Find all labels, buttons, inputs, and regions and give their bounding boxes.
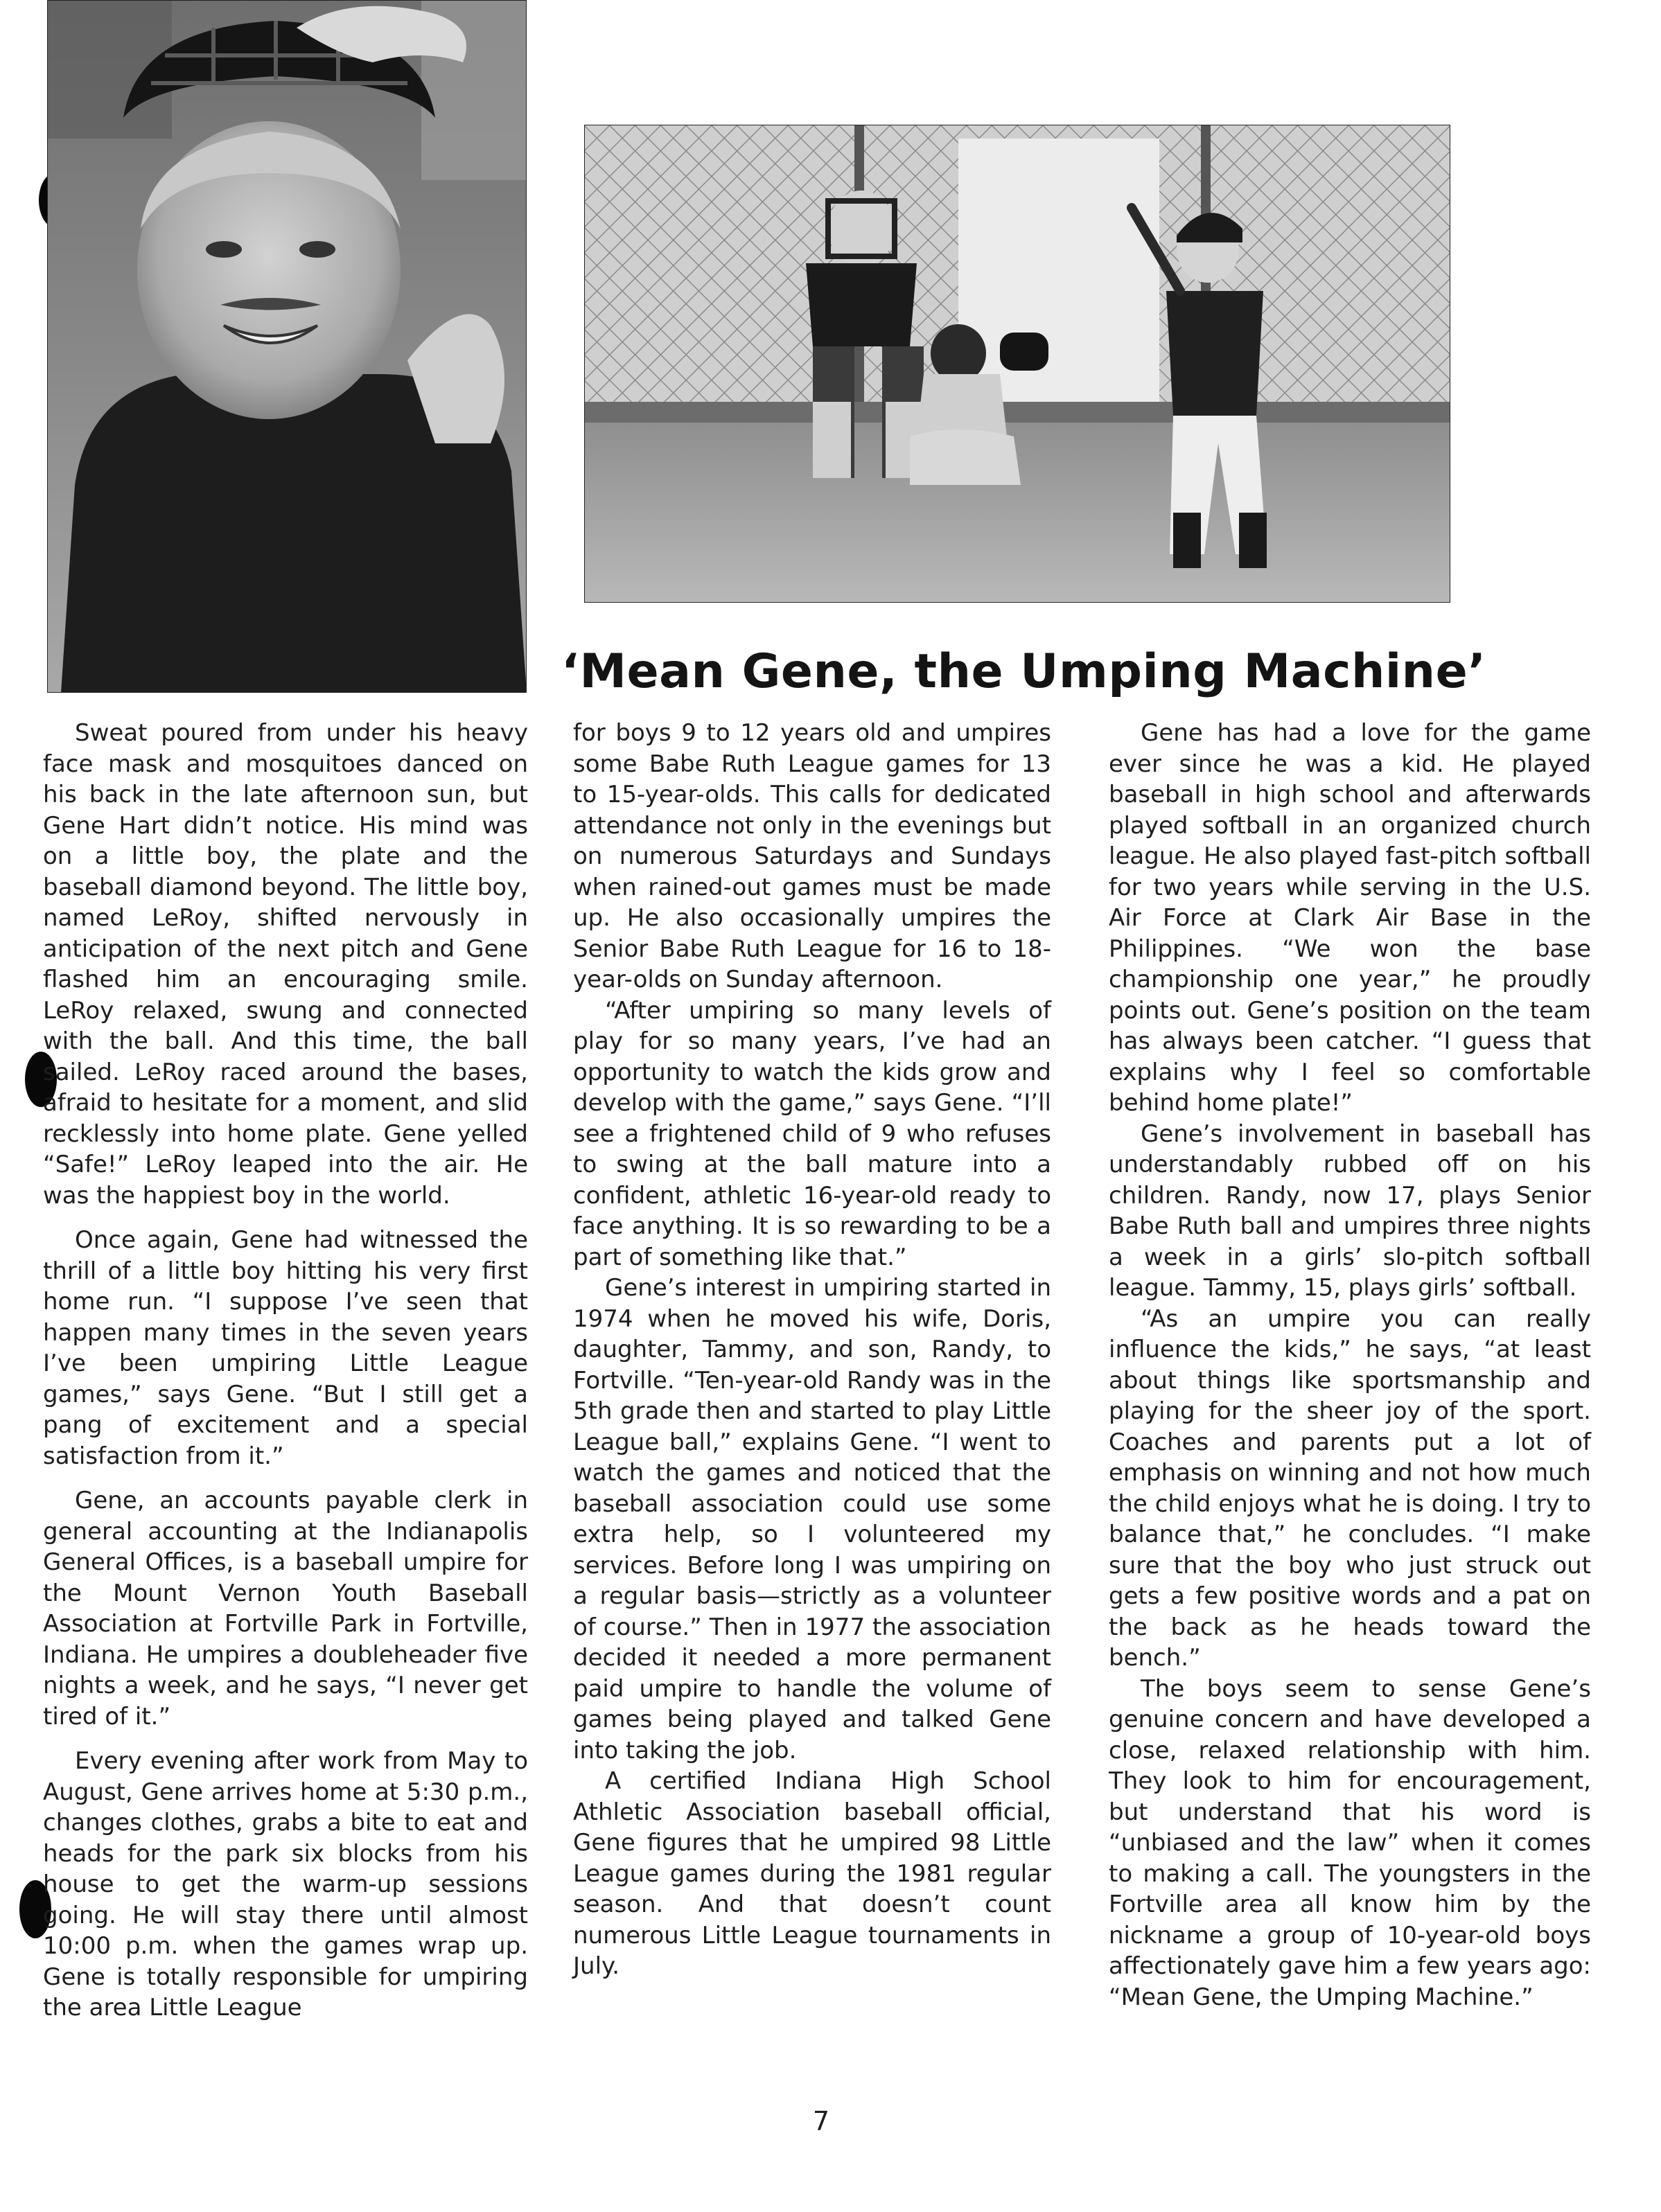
- paragraph: A certified Indiana High School Athletic Association baseball official, Gene figures that he umpired 98 Little League games during the 1981 regular season. And that doesn’t count numerous Little League tournaments in July.: [573, 1767, 1051, 1980]
- paragraph: “After umpiring so many levels of play for so many years, I’ve had an opportunity to watch the kids grow and develop with the game,” says Gene. “I’ll see a frightened child of 9 who refuses to swing at the ball mature into a confident, athletic 16-year-old ready to face anything. It is so rewarding to be a part of something like that.”: [573, 996, 1051, 1271]
- catcher-and-batter-photo: [584, 125, 1450, 603]
- paragraph: Gene’s interest in umpiring started in 1974 when he moved his wife, Doris, daughter, Tammy, and son, Randy, to Fortville. “Ten-year-old Randy was in the 5th grade then and started to play Little League ball,” explains Gene. “I went to watch the games and noticed that the baseball association could use some extra help, so I volunteered my services. Before long I was umpiring on a regular basis—strictly as a volunteer of course.” Then in 1977 the association decided it needed a more permanent paid umpire to handle the volume of games being played and talked Gene into taking the job.: [573, 1274, 1051, 1764]
- catcher-and-batter-illustration: [584, 125, 1450, 603]
- paragraph: “As an umpire you can really influence the kids,” he says, “at least about things like sportsmanship and playing for the sheer joy of the sport. Coaches and parents put a lot of emphasis on winning and not how much the child enjoys what he is doing. I try to balance that,” he concludes. “I make sure that the boy who just struck out gets a few positive words and a pat on the back as he heads toward the bench.”: [1109, 1304, 1591, 1672]
- paragraph: Once again, Gene had witnessed the thrill of a little boy hitting his very first home run. “I suppose I’ve seen that happen many times in the seven years I’ve been umpiring Little League games,” says Gene. “But I still get a pang of excitement and a special satisfaction from it.”: [43, 1226, 528, 1470]
- paragraph: Gene’s involvement in baseball has understandably rubbed off on his children. Randy, now 17, plays Senior Babe Ruth ball and umpires three nights a week in a girls’ slo-pitch softball league. Tammy, 15, plays girls’ softball.: [1109, 1120, 1591, 1302]
- article-column-2: [573, 718, 1051, 1982]
- umpire-portrait-illustration: [47, 0, 527, 693]
- paragraph: The boys seem to sense Gene’s genuine concern and have developed a close, relaxed relationship with him. They look to him for encouragement, but understand that his word is “unbiased and the law” when it comes to making a call. The youngsters in the Fortville area all know him by the nickname a group of 10-year-old boys affectionately gave him a few years ago: “Mean Gene, the Umping Machine.”: [1109, 1674, 1591, 2011]
- paragraph: Gene has had a love for the game ever since he was a kid. He played baseball in high school and afterwards played softball in an organized church league. He also played fast-pitch softball for two years while serving in the U.S. Air Force at Clark Air Base in the Philippines. “We won the base championship one year,” he proudly points out. Gene’s position on the team has always been catcher. “I guess that explains why I feel so comfortable behind home plate!”: [1109, 719, 1591, 1117]
- page-number: 7: [812, 2106, 830, 2136]
- article-headline: ‘Mean Gene, the Umping Machine’: [561, 644, 1486, 699]
- paragraph: Sweat poured from under his heavy face mask and mosquitoes danced on his back in the late afternoon sun, but Gene Hart didn’t notice. His mind was on a little boy, the plate and the baseball diamond beyond. The little boy, named LeRoy, shifted nervously in anticipation of the next pitch and Gene flashed him an encouraging smile. LeRoy relaxed, swung and connected with the ball. And this time, the ball sailed. LeRoy raced around the bases, afraid to hesitate for a moment, and slid recklessly into home plate. Gene yelled “Safe!” LeRoy leaped into the air. He was the happiest boy in the world.: [43, 719, 528, 1210]
- umpire-portrait-photo: [47, 0, 527, 693]
- paragraph: Every evening after work from May to August, Gene arrives home at 5:30 p.m., changes clothes, grabs a bite to eat and heads for the park six blocks from his house to get the warm-up sessions going. He will stay there until almost 10:00 p.m. when the games wrap up. Gene is totally responsible for umpiring the area Little League: [43, 1747, 528, 2021]
- article-column-3: [1109, 718, 1591, 2012]
- article-column-1: [43, 718, 528, 2024]
- paragraph: for boys 9 to 12 years old and umpires some Babe Ruth League games for 13 to 15-year-olds. This calls for dedicated attendance not only in the evenings but on numerous Saturdays and Sundays when rained-out games must be made up. He also occasionally umpires the Senior Babe Ruth League for 16 to 18-year-olds on Sunday afternoon.: [573, 719, 1051, 993]
- paragraph: Gene, an accounts payable clerk in general accounting at the Indianapolis General Offices, is a baseball umpire for the Mount Vernon Youth Baseball Association at Fortville Park in Fortville, Indiana. He umpires a doubleheader five nights a week, and he says, “I never get tired of it.”: [43, 1487, 528, 1731]
